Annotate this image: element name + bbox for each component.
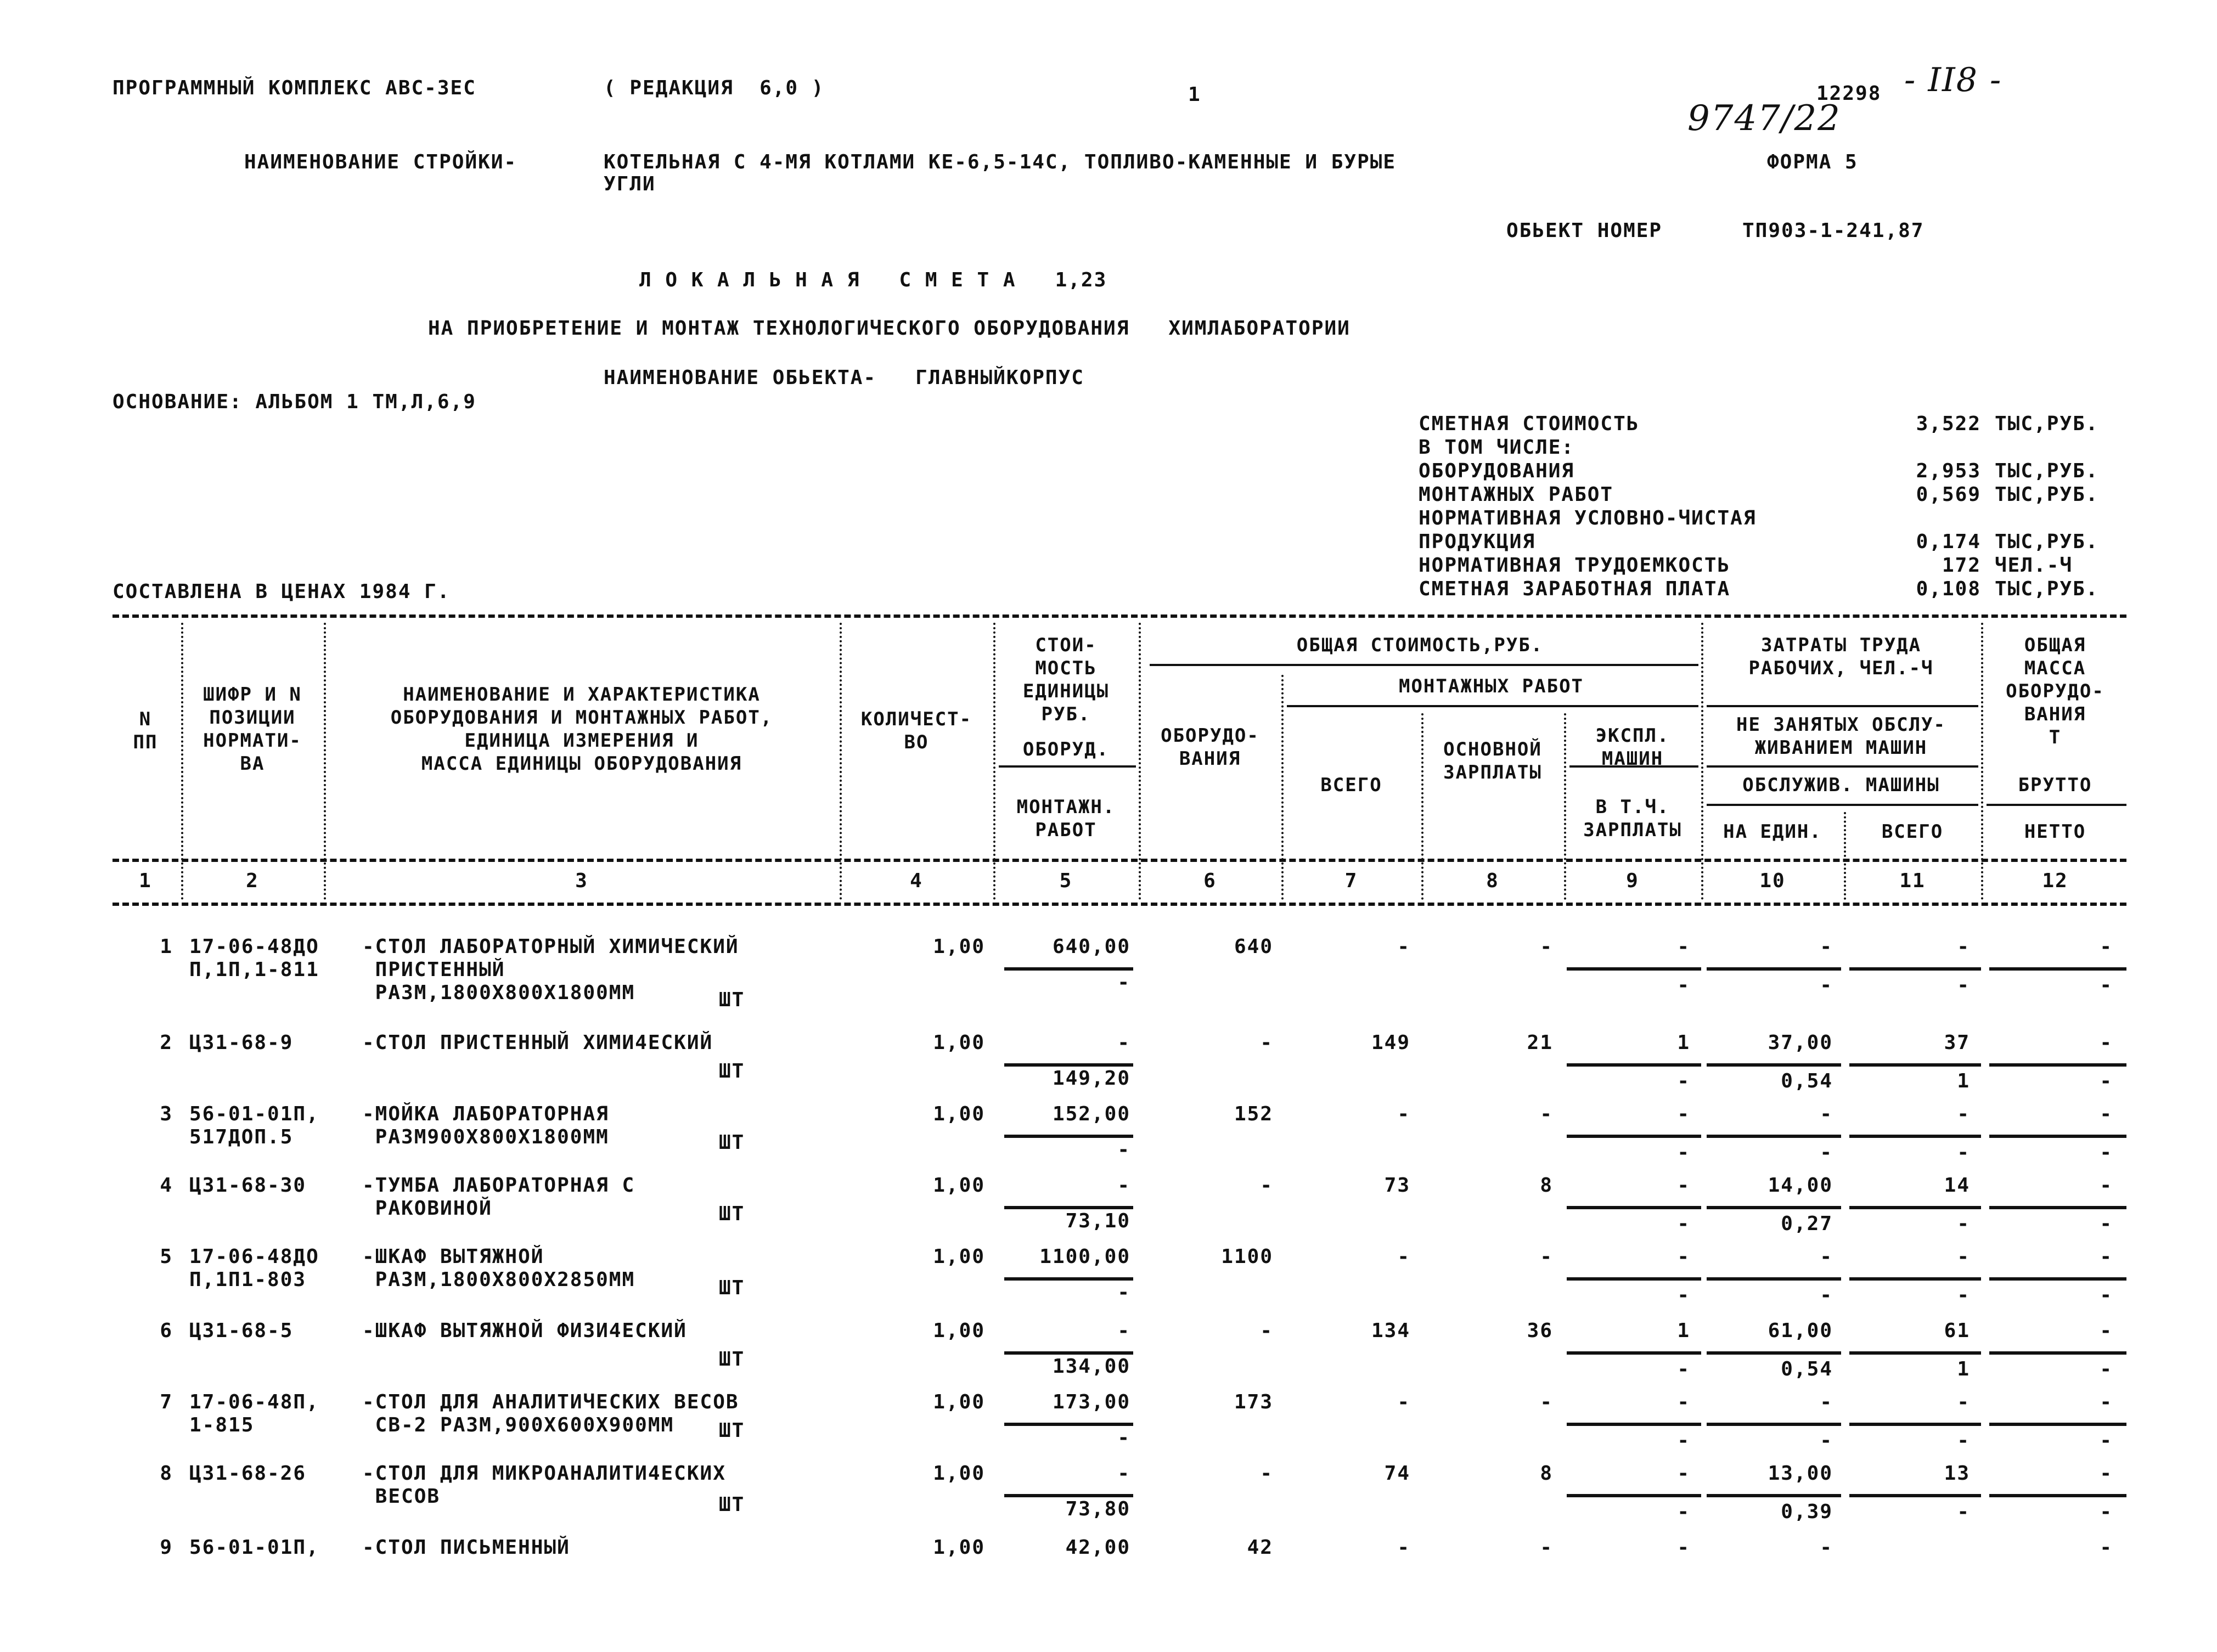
- row-mounting-total: 149: [1371, 1031, 1410, 1054]
- summary-label: ОБОРУДОВАНИЯ: [1419, 460, 1575, 482]
- object-name: НАИМЕНОВАНИЕ ОБЬЕКТА- ГЛАВНЫЙКОРПУС: [604, 367, 1084, 389]
- col-8-header: ОСНОВНОЙ ЗАРПЛАТЫ: [1443, 738, 1542, 783]
- row-mass-net: -: [2100, 1141, 2113, 1164]
- row-divider: [1707, 1135, 1841, 1138]
- row-divider: [1989, 1351, 2126, 1355]
- row-divider: [1707, 1423, 1841, 1426]
- row-divider: [1849, 967, 1981, 971]
- row-number: 6: [160, 1320, 173, 1342]
- row-divider: [1989, 1206, 2126, 1209]
- summary-value: 0,569: [1916, 483, 1981, 506]
- column-number-8: 8: [1486, 870, 1499, 892]
- row-labor-total-machine: -: [1957, 1284, 1970, 1306]
- row-price-mounting: -: [1117, 1138, 1130, 1161]
- row-divider: [1989, 1135, 2126, 1138]
- row-code: 17-06-48П, 1-815: [189, 1391, 319, 1436]
- row-mounting-total: -: [1397, 1391, 1410, 1413]
- summary-unit: ТЫС,РУБ.: [1995, 578, 2099, 600]
- row-base-salary: 36: [1527, 1320, 1553, 1342]
- group-line: [1150, 664, 1698, 666]
- row-labor-unit-machine: 0,54: [1781, 1070, 1833, 1092]
- row-code: 17-06-48ДО П,1П1-803: [189, 1245, 319, 1291]
- row-base-salary: -: [1540, 1536, 1553, 1559]
- prices-basis: СОСТАВЛЕНА В ЦЕНАХ 1984 Г.: [112, 580, 451, 603]
- row-mass-net: -: [2100, 1429, 2113, 1452]
- row-machines-salary: -: [1677, 1429, 1690, 1452]
- row-labor-unit-machine: -: [1820, 974, 1833, 996]
- form-label: ФОРМА 5: [1767, 151, 1858, 173]
- col-sep: [1139, 623, 1141, 900]
- col-sep: [1701, 623, 1703, 900]
- col-7-header: ВСЕГО: [1320, 774, 1382, 796]
- row-base-salary: -: [1540, 1391, 1553, 1413]
- group-line: [999, 765, 1136, 768]
- row-divider: [1707, 967, 1841, 971]
- row-labor-total: 13: [1944, 1462, 1970, 1485]
- column-number-9: 9: [1626, 870, 1639, 892]
- construction-line1: КОТЕЛЬНАЯ С 4-МЯ КОТЛАМИ КЕ-6,5-14С, ТОПЛИВО-КАМЕННЫЕ И БУРЫЕ: [604, 151, 1397, 173]
- row-quantity: 1,00: [933, 1245, 985, 1268]
- group-line: [1287, 705, 1698, 707]
- group-mount-header: МОНТАЖНЫХ РАБОТ: [1398, 675, 1584, 697]
- row-number: 8: [160, 1462, 173, 1485]
- row-price-equipment: 152,00: [1052, 1103, 1130, 1125]
- row-machines: -: [1677, 1391, 1690, 1413]
- group-mass-header: ОБЩАЯ МАССА ОБОРУДО- ВАНИЯ Т: [2006, 634, 2105, 748]
- row-base-salary: -: [1540, 1245, 1553, 1268]
- col-9-header-bot: В Т.Ч. ЗАРПЛАТЫ: [1583, 796, 1682, 841]
- col-4-header: КОЛИЧЕСТ- ВО: [860, 708, 972, 753]
- group-labor-header: ЗАТРАТЫ ТРУДА РАБОЧИХ, ЧЕЛ.-Ч: [1748, 634, 1934, 679]
- summary-label: МОНТАЖНЫХ РАБОТ: [1419, 483, 1614, 506]
- row-mounting-total: -: [1397, 1245, 1410, 1268]
- row-labor-total-machine: -: [1957, 1501, 1970, 1523]
- row-divider: [1849, 1277, 1981, 1281]
- row-code: 56-01-01П, 517ДОП.5: [189, 1103, 319, 1148]
- row-price-equipment: -: [1117, 1031, 1130, 1054]
- row-mass-net: -: [2100, 1284, 2113, 1306]
- program-name: ПРОГРАММНЫЙ КОМПЛЕКС АВС-3ЕС: [112, 77, 476, 99]
- group-line: [1707, 705, 1978, 707]
- row-price-mounting: 134,00: [1052, 1355, 1130, 1378]
- row-machines: -: [1677, 1536, 1690, 1559]
- row-mounting-total: -: [1397, 1536, 1410, 1559]
- row-price-equipment: -: [1117, 1174, 1130, 1197]
- row-number: 4: [160, 1174, 173, 1197]
- row-labor-total: -: [1957, 1103, 1970, 1125]
- row-price-mounting: 73,80: [1065, 1498, 1130, 1520]
- row-name: -СТОЛ ДЛЯ МИКРОАНАЛИТИ4ЕСКИХ ВЕСОВ: [362, 1462, 726, 1508]
- row-divider: [1567, 1494, 1701, 1497]
- row-code: Ц31-68-26: [189, 1462, 307, 1485]
- row-code: 56-01-01П,: [189, 1536, 319, 1559]
- row-divider: [1849, 1206, 1981, 1209]
- col-9-header-top: ЭКСПЛ. МАШИН: [1595, 725, 1670, 770]
- row-base-salary: 8: [1540, 1462, 1553, 1485]
- row-equipment-total: 42: [1247, 1536, 1273, 1559]
- row-quantity: 1,00: [933, 1462, 985, 1485]
- row-price-equipment: -: [1117, 1462, 1130, 1485]
- row-labor-unit-machine: 0,39: [1781, 1501, 1833, 1523]
- row-labor-total-machine: -: [1957, 974, 1970, 996]
- col-sep: [1281, 675, 1284, 900]
- row-mass-net: -: [2100, 1213, 2113, 1235]
- row-machines: -: [1677, 1103, 1690, 1125]
- handwritten-code: 9747/22: [1687, 98, 1841, 139]
- row-mass-gross: -: [2100, 935, 2113, 958]
- row-labor-total-machine: -: [1957, 1213, 1970, 1235]
- row-price-mounting: 149,20: [1052, 1067, 1130, 1090]
- row-price-equipment: 1100,00: [1039, 1245, 1130, 1268]
- row-code: Ц31-68-30: [189, 1174, 307, 1197]
- col-10-header: НА ЕДИН.: [1723, 821, 1822, 843]
- column-number-7: 7: [1344, 870, 1358, 892]
- row-divider: [1849, 1494, 1981, 1497]
- construction-line2: УГЛИ: [604, 173, 656, 195]
- row-price-equipment: 173,00: [1052, 1391, 1130, 1413]
- row-divider: [1707, 1494, 1841, 1497]
- row-divider: [1707, 1063, 1841, 1067]
- row-divider: [1567, 1135, 1701, 1138]
- row-mass-gross: -: [2100, 1391, 2113, 1413]
- row-machines: -: [1677, 1245, 1690, 1268]
- summary-unit: ТЫС,РУБ.: [1995, 413, 2099, 435]
- row-machines-salary: -: [1677, 1141, 1690, 1164]
- col-sep: [1844, 812, 1846, 900]
- group-line: [1987, 804, 2126, 806]
- row-divider: [1567, 967, 1701, 971]
- row-divider: [1707, 1206, 1841, 1209]
- row-labor-total: 61: [1944, 1320, 1970, 1342]
- row-price-divider: [1004, 1277, 1133, 1281]
- object-label: ОБЬЕКТ НОМЕР: [1506, 219, 1663, 242]
- col-12-header-bot: НЕТТО: [2024, 821, 2086, 843]
- row-labor-unit: 13,00: [1768, 1462, 1833, 1485]
- row-name: -СТОЛ ЛАБОРАТОРНЫЙ ХИМИЧЕСКИЙ ПРИСТЕННЫЙ РАЗМ,1800Х800Х1800ММ: [362, 935, 739, 1004]
- doc-number: 12298: [1816, 82, 1882, 105]
- row-number: 7: [160, 1391, 173, 1413]
- summary-label: СМЕТНАЯ СТОИМОСТЬ: [1419, 413, 1640, 435]
- row-equipment-total: -: [1260, 1320, 1273, 1342]
- row-machines: -: [1677, 935, 1690, 958]
- summary-unit: ТЫС,РУБ.: [1995, 531, 2099, 553]
- row-divider: [1567, 1277, 1701, 1281]
- header-bottom-rule: [112, 859, 2126, 862]
- row-divider: [1567, 1206, 1701, 1209]
- summary-value: 172: [1942, 554, 1981, 577]
- column-number-2: 2: [246, 870, 259, 892]
- row-mass-net: -: [2100, 1358, 2113, 1380]
- col-5-header-mid: ОБОРУД.: [1022, 738, 1110, 760]
- row-name: -СТОЛ ПИСЬМЕННЫЙ: [362, 1536, 570, 1559]
- col-1-header: N ПП: [133, 708, 158, 753]
- numbers-rule: [112, 903, 2126, 906]
- row-mass-gross: -: [2100, 1174, 2113, 1197]
- row-number: 9: [160, 1536, 173, 1559]
- column-number-3: 3: [575, 870, 588, 892]
- row-price-divider: [1004, 1423, 1133, 1426]
- summary-value: 0,174: [1916, 531, 1981, 553]
- row-labor-unit: -: [1820, 935, 1833, 958]
- row-machines-salary: -: [1677, 1358, 1690, 1380]
- row-divider: [1707, 1277, 1841, 1281]
- row-labor-unit-machine: 0,27: [1781, 1213, 1833, 1235]
- group-cost-header: ОБЩАЯ СТОИМОСТЬ,РУБ.: [1296, 634, 1544, 656]
- col-12-header-top: БРУТТО: [2018, 774, 2092, 796]
- row-price-divider: [1004, 1494, 1133, 1497]
- row-quantity: 1,00: [933, 1174, 985, 1197]
- row-price-divider: [1004, 1206, 1133, 1209]
- row-equipment-total: 640: [1234, 935, 1273, 958]
- row-mounting-total: 73: [1384, 1174, 1410, 1197]
- row-price-mounting: 73,10: [1065, 1210, 1130, 1232]
- row-base-salary: -: [1540, 935, 1553, 958]
- row-divider: [1989, 1063, 2126, 1067]
- row-machines-salary: -: [1677, 1284, 1690, 1306]
- header-top-rule: [112, 614, 2126, 618]
- row-unit: ШТ: [719, 1277, 745, 1299]
- col-6-header: ОБОРУДО- ВАНИЯ: [1161, 725, 1259, 770]
- row-machines: 1: [1677, 1031, 1690, 1054]
- row-name: -ШКАФ ВЫТЯЖНОЙ РАЗМ,1800Х800Х2850ММ: [362, 1245, 635, 1291]
- col-sep: [1564, 713, 1566, 900]
- row-labor-unit: -: [1820, 1103, 1833, 1125]
- row-divider: [1849, 1423, 1981, 1426]
- page-title: Л О К А Л Ь Н А Я С М Е Т А 1,23: [639, 269, 1107, 291]
- row-labor-total-machine: 1: [1957, 1070, 1970, 1092]
- col-sep: [1981, 623, 1983, 900]
- row-divider: [1567, 1063, 1701, 1067]
- row-labor-total-machine: -: [1957, 1141, 1970, 1164]
- row-divider: [1567, 1351, 1701, 1355]
- summary-label: НОРМАТИВНАЯ ТРУДОЕМКОСТЬ: [1419, 554, 1731, 577]
- summary-label: ПРОДУКЦИЯ: [1419, 531, 1536, 553]
- row-labor-unit: -: [1820, 1245, 1833, 1268]
- row-price-equipment: -: [1117, 1320, 1130, 1342]
- col-sep: [181, 623, 183, 900]
- row-labor-total-machine: -: [1957, 1429, 1970, 1452]
- object-number: ТП903-1-241,87: [1742, 219, 1925, 242]
- row-machines-salary: -: [1677, 1070, 1690, 1092]
- row-price-mounting: -: [1117, 1281, 1130, 1304]
- row-price-equipment: 42,00: [1065, 1536, 1130, 1559]
- row-equipment-total: 152: [1234, 1103, 1273, 1125]
- row-divider: [1849, 1063, 1981, 1067]
- row-mass-gross: -: [2100, 1536, 2113, 1559]
- row-labor-unit-machine: -: [1820, 1429, 1833, 1452]
- row-labor-total: -: [1957, 935, 1970, 958]
- row-labor-total-machine: 1: [1957, 1358, 1970, 1380]
- group-labor-sub: НЕ ЗАНЯТЫХ ОБСЛУ- ЖИВАНИЕМ МАШИН: [1736, 714, 1946, 759]
- edition: ( РЕДАКЦИЯ 6,0 ): [604, 77, 825, 99]
- row-mounting-total: -: [1397, 1103, 1410, 1125]
- row-divider: [1849, 1351, 1981, 1355]
- row-mass-net: -: [2100, 1501, 2113, 1523]
- column-number-1: 1: [139, 870, 152, 892]
- row-price-mounting: -: [1117, 1427, 1130, 1449]
- summary-unit: ТЫС,РУБ.: [1995, 483, 2099, 506]
- row-mass-net: -: [2100, 1070, 2113, 1092]
- row-equipment-total: -: [1260, 1174, 1273, 1197]
- basis: ОСНОВАНИЕ: АЛЬБОМ 1 ТМ,Л,6,9: [112, 391, 476, 413]
- row-unit: ШТ: [719, 1060, 745, 1082]
- row-mass-gross: -: [2100, 1031, 2113, 1054]
- row-divider: [1567, 1423, 1701, 1426]
- row-code: Ц31-68-9: [189, 1031, 294, 1054]
- column-number-6: 6: [1203, 870, 1217, 892]
- summary-label: СМЕТНАЯ ЗАРАБОТНАЯ ПЛАТА: [1419, 578, 1731, 600]
- col-5-header-top: СТОИ- МОСТЬ ЕДИНИЦЫ РУБ.: [1022, 634, 1110, 725]
- row-price-divider: [1004, 1351, 1133, 1355]
- row-machines-salary: -: [1677, 1213, 1690, 1235]
- col-sep: [324, 623, 326, 900]
- row-divider: [1989, 1423, 2126, 1426]
- row-machines: 1: [1677, 1320, 1690, 1342]
- group-labor-sub2: ОБСЛУЖИВ. МАШИНЫ: [1742, 774, 1940, 796]
- row-price-divider: [1004, 1063, 1133, 1067]
- row-quantity: 1,00: [933, 1320, 985, 1342]
- row-divider: [1989, 967, 2126, 971]
- row-labor-total: 14: [1944, 1174, 1970, 1197]
- row-quantity: 1,00: [933, 1031, 985, 1054]
- row-machines: -: [1677, 1462, 1690, 1485]
- row-unit: ШТ: [719, 989, 745, 1011]
- col-sep: [993, 623, 995, 900]
- col-5-header-bot: МОНТАЖН. РАБОТ: [1016, 796, 1116, 841]
- row-divider: [1707, 1351, 1841, 1355]
- row-quantity: 1,00: [933, 1391, 985, 1413]
- row-unit: ШТ: [719, 1493, 745, 1516]
- row-divider: [1989, 1277, 2126, 1281]
- summary-value: 3,522: [1916, 413, 1981, 435]
- row-mass-gross: -: [2100, 1320, 2113, 1342]
- row-quantity: 1,00: [933, 935, 985, 958]
- col-3-header: НАИМЕНОВАНИЕ И ХАРАКТЕРИСТИКА ОБОРУДОВАНИЯ И МОНТАЖНЫХ РАБОТ, ЕДИНИЦА ИЗМЕРЕНИЯ И МАССА ЕДИНИЦЫ ОБОРУДОВАНИЯ: [390, 684, 773, 775]
- row-code: Ц31-68-5: [189, 1320, 294, 1342]
- row-machines: -: [1677, 1174, 1690, 1197]
- row-labor-unit-machine: -: [1820, 1141, 1833, 1164]
- row-labor-total: -: [1957, 1245, 1970, 1268]
- summary-label: НОРМАТИВНАЯ УСЛОВНО-ЧИСТАЯ: [1419, 507, 1757, 529]
- row-mass-gross: -: [2100, 1103, 2113, 1125]
- row-price-divider: [1004, 1135, 1133, 1138]
- summary-unit: ЧЕЛ.-Ч: [1995, 554, 2073, 577]
- row-base-salary: 8: [1540, 1174, 1553, 1197]
- row-equipment-total: -: [1260, 1462, 1273, 1485]
- row-base-salary: -: [1540, 1103, 1553, 1125]
- row-number: 1: [160, 935, 173, 958]
- column-number-10: 10: [1759, 870, 1786, 892]
- row-unit: ШТ: [719, 1419, 745, 1442]
- page-number: 1: [1188, 83, 1201, 106]
- row-number: 5: [160, 1245, 173, 1268]
- row-price-equipment: 640,00: [1052, 935, 1130, 958]
- row-mass-gross: -: [2100, 1462, 2113, 1485]
- column-number-11: 11: [1899, 870, 1926, 892]
- row-name: -МОЙКА ЛАБОРАТОРНАЯ РАЗМ900Х800Х1800ММ: [362, 1103, 609, 1148]
- row-mass-gross: -: [2100, 1245, 2113, 1268]
- row-code: 17-06-48ДО П,1П,1-811: [189, 935, 319, 981]
- row-mass-net: -: [2100, 974, 2113, 996]
- col-sep: [1421, 713, 1423, 900]
- col-sep: [840, 623, 842, 900]
- row-number: 3: [160, 1103, 173, 1125]
- row-quantity: 1,00: [933, 1103, 985, 1125]
- row-labor-total: -: [1957, 1391, 1970, 1413]
- row-name: -СТОЛ ДЛЯ АНАЛИТИЧЕСКИХ ВЕСОВ СВ-2 РАЗМ,900Х600Х900ММ: [362, 1391, 739, 1436]
- column-number-4: 4: [910, 870, 923, 892]
- row-name: -СТОЛ ПРИСТЕННЫЙ ХИМИ4ЕСКИЙ: [362, 1031, 713, 1054]
- column-number-5: 5: [1059, 870, 1073, 892]
- row-number: 2: [160, 1031, 173, 1054]
- page-handwritten: - II8 -: [1904, 61, 2002, 99]
- summary-label: В ТОМ ЧИСЛЕ:: [1419, 436, 1575, 459]
- column-number-12: 12: [2042, 870, 2068, 892]
- summary-unit: ТЫС,РУБ.: [1995, 460, 2099, 482]
- page-subtitle: НА ПРИОБРЕТЕНИЕ И МОНТАЖ ТЕХНОЛОГИЧЕСКОГО ОБОРУДОВАНИЯ ХИМЛАБОРАТОРИИ: [428, 317, 1351, 340]
- row-unit: ШТ: [719, 1203, 745, 1225]
- row-labor-unit-machine: 0,54: [1781, 1358, 1833, 1380]
- row-price-divider: [1004, 967, 1133, 971]
- row-divider: [1849, 1135, 1981, 1138]
- row-machines-salary: -: [1677, 974, 1690, 996]
- row-unit: ШТ: [719, 1131, 745, 1154]
- row-name: -ТУМБА ЛАБОРАТОРНАЯ С РАКОВИНОЙ: [362, 1174, 635, 1220]
- row-labor-unit: 61,00: [1768, 1320, 1833, 1342]
- group-line: [1707, 804, 1978, 806]
- row-labor-unit-machine: -: [1820, 1284, 1833, 1306]
- row-name: -ШКАФ ВЫТЯЖНОЙ ФИЗИ4ЕСКИЙ: [362, 1320, 687, 1342]
- row-labor-unit: -: [1820, 1536, 1833, 1559]
- row-base-salary: 21: [1527, 1031, 1553, 1054]
- row-price-mounting: -: [1117, 971, 1130, 994]
- row-equipment-total: 1100: [1221, 1245, 1273, 1268]
- row-mounting-total: -: [1397, 935, 1410, 958]
- col-2-header: ШИФР И N ПОЗИЦИИ НОРМАТИ- ВА: [203, 684, 302, 775]
- row-unit: ШТ: [719, 1348, 745, 1371]
- row-mounting-total: 74: [1384, 1462, 1410, 1485]
- summary-value: 2,953: [1916, 460, 1981, 482]
- row-quantity: 1,00: [933, 1536, 985, 1559]
- summary-value: 0,108: [1916, 578, 1981, 600]
- row-divider: [1989, 1494, 2126, 1497]
- row-labor-unit: 37,00: [1768, 1031, 1833, 1054]
- row-equipment-total: -: [1260, 1031, 1273, 1054]
- group-line: [1707, 765, 1978, 768]
- row-equipment-total: 173: [1234, 1391, 1273, 1413]
- row-machines-salary: -: [1677, 1501, 1690, 1523]
- row-labor-unit: -: [1820, 1391, 1833, 1413]
- row-labor-total: 37: [1944, 1031, 1970, 1054]
- row-mounting-total: 134: [1371, 1320, 1410, 1342]
- row-labor-unit: 14,00: [1768, 1174, 1833, 1197]
- construction-label: НАИМЕНОВАНИЕ СТРОЙКИ-: [244, 151, 517, 173]
- col-11-header: ВСЕГО: [1881, 821, 1944, 843]
